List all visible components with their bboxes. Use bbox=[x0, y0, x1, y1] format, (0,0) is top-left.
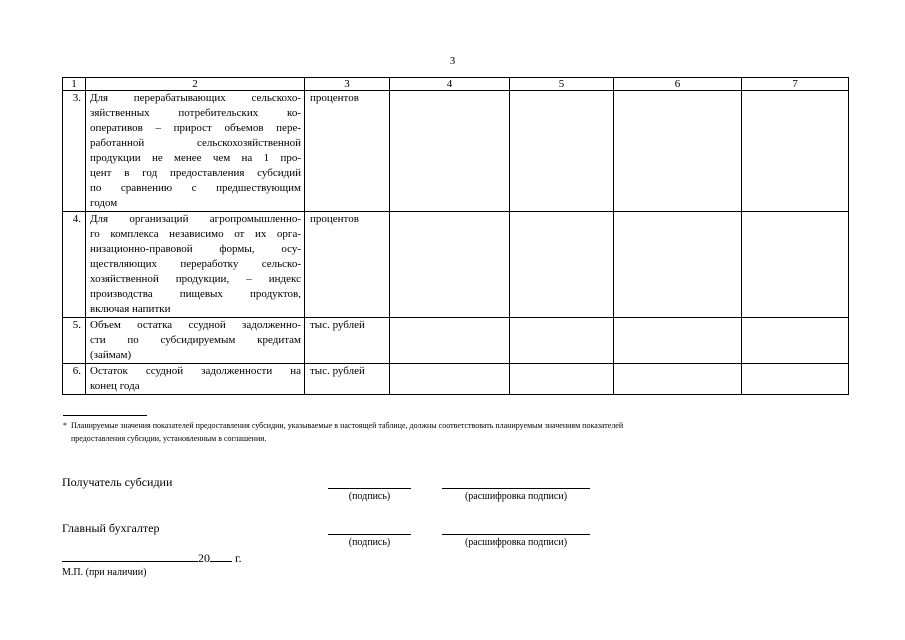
indicators-table bbox=[62, 77, 849, 395]
unit-of-measure: тыс. рублей bbox=[305, 364, 390, 395]
stamp-note: М.П. (при наличии) bbox=[62, 567, 147, 578]
value-cell bbox=[742, 91, 849, 212]
value-cell bbox=[614, 318, 742, 364]
table-header-row bbox=[63, 78, 849, 91]
value-cell bbox=[742, 364, 849, 395]
page-number: 3 bbox=[449, 55, 456, 67]
date-day-month-blank bbox=[62, 551, 198, 562]
description-line: зяйственных потребительских ко- bbox=[90, 107, 301, 119]
description-line: хозяйственной продукции, – индекс bbox=[90, 273, 301, 285]
date-year-suffix: г. bbox=[235, 551, 242, 565]
header-cell: 7 bbox=[742, 78, 849, 91]
value-cell bbox=[614, 91, 742, 212]
value-cell bbox=[390, 212, 510, 318]
value-cell bbox=[614, 364, 742, 395]
footnote-text-line2: предоставления субсидии, установленным в соглашении. bbox=[71, 434, 267, 443]
date-year-blank bbox=[210, 551, 232, 562]
value-cell bbox=[742, 212, 849, 318]
value-cell bbox=[510, 364, 614, 395]
value-cell bbox=[742, 318, 849, 364]
description-line: конец года bbox=[90, 380, 140, 392]
recipient-signature-line bbox=[328, 488, 411, 489]
value-cell bbox=[510, 91, 614, 212]
description-line: низационно-правовой формы, осу- bbox=[90, 243, 301, 255]
description-line: Для организаций агропромышленно- bbox=[90, 213, 301, 225]
description-line: оперативов – прирост объемов пере- bbox=[90, 122, 301, 134]
unit-of-measure: процентов bbox=[305, 212, 390, 318]
table-row bbox=[63, 364, 849, 395]
accountant-decode-caption: (расшифровка подписи) bbox=[464, 537, 568, 548]
header-cell: 5 bbox=[510, 78, 614, 91]
date-year-prefix: 20 bbox=[198, 551, 210, 565]
indicator-description bbox=[86, 364, 305, 395]
description-line: го комплекса независимо от их орга- bbox=[90, 228, 301, 240]
description-line: годом bbox=[90, 197, 118, 209]
description-line: ществляющих переработку сельско- bbox=[90, 258, 301, 270]
description-line: включая напитки bbox=[90, 303, 171, 315]
row-number: 4. bbox=[63, 212, 86, 318]
indicator-description bbox=[86, 91, 305, 212]
footnote-text-line1: Планируемые значения показателей предоставления субсидии, указываемые в настоящей таблице, должны соответствовать планируемым значениям показателей bbox=[71, 421, 624, 430]
header-cell: 2 bbox=[86, 78, 305, 91]
accountant-decode-line bbox=[442, 534, 590, 535]
row-number: 3. bbox=[63, 91, 86, 212]
description-line: (займам) bbox=[90, 349, 132, 361]
footnote bbox=[63, 419, 846, 445]
value-cell bbox=[614, 212, 742, 318]
chief-accountant-label: Главный бухгалтер bbox=[62, 521, 160, 535]
row-number: 5. bbox=[63, 318, 86, 364]
date-line bbox=[62, 551, 242, 566]
value-cell bbox=[510, 318, 614, 364]
recipient-decode-line bbox=[442, 488, 590, 489]
description-line: сти по субсидируемым кредитам bbox=[90, 334, 301, 346]
recipient-decode-caption: (расшифровка подписи) bbox=[464, 491, 568, 502]
accountant-signature-caption: (подпись) bbox=[348, 537, 391, 548]
table-row bbox=[63, 212, 849, 318]
description-line: Для перерабатывающих сельскохо- bbox=[90, 92, 301, 104]
description-line: производства пищевых продуктов, bbox=[90, 288, 301, 300]
description-line: работанной сельскохозяйственной bbox=[90, 137, 301, 149]
description-line: продукции не менее чем на 1 про- bbox=[90, 152, 301, 164]
footnote-marker: * bbox=[63, 421, 67, 430]
value-cell bbox=[510, 212, 614, 318]
header-cell: 3 bbox=[305, 78, 390, 91]
description-line: по сравнению с предшествующим bbox=[90, 182, 301, 194]
indicator-description bbox=[86, 212, 305, 318]
value-cell bbox=[390, 364, 510, 395]
header-cell: 1 bbox=[63, 78, 86, 91]
footnote-separator bbox=[63, 415, 147, 416]
table-row bbox=[63, 91, 849, 212]
header-cell: 6 bbox=[614, 78, 742, 91]
header-cell: 4 bbox=[390, 78, 510, 91]
accountant-signature-line bbox=[328, 534, 411, 535]
description-line: Остаток ссудной задолженности на bbox=[90, 365, 301, 377]
description-line: цент в год предоставления субсидий bbox=[90, 167, 301, 179]
unit-of-measure: тыс. рублей bbox=[305, 318, 390, 364]
indicator-description bbox=[86, 318, 305, 364]
recipient-label: Получатель субсидии bbox=[62, 475, 173, 489]
row-number: 6. bbox=[63, 364, 86, 395]
value-cell bbox=[390, 318, 510, 364]
recipient-signature-caption: (подпись) bbox=[348, 491, 391, 502]
table-row bbox=[63, 318, 849, 364]
unit-of-measure: процентов bbox=[305, 91, 390, 212]
value-cell bbox=[390, 91, 510, 212]
description-line: Объем остатка ссудной задолженно- bbox=[90, 319, 301, 331]
